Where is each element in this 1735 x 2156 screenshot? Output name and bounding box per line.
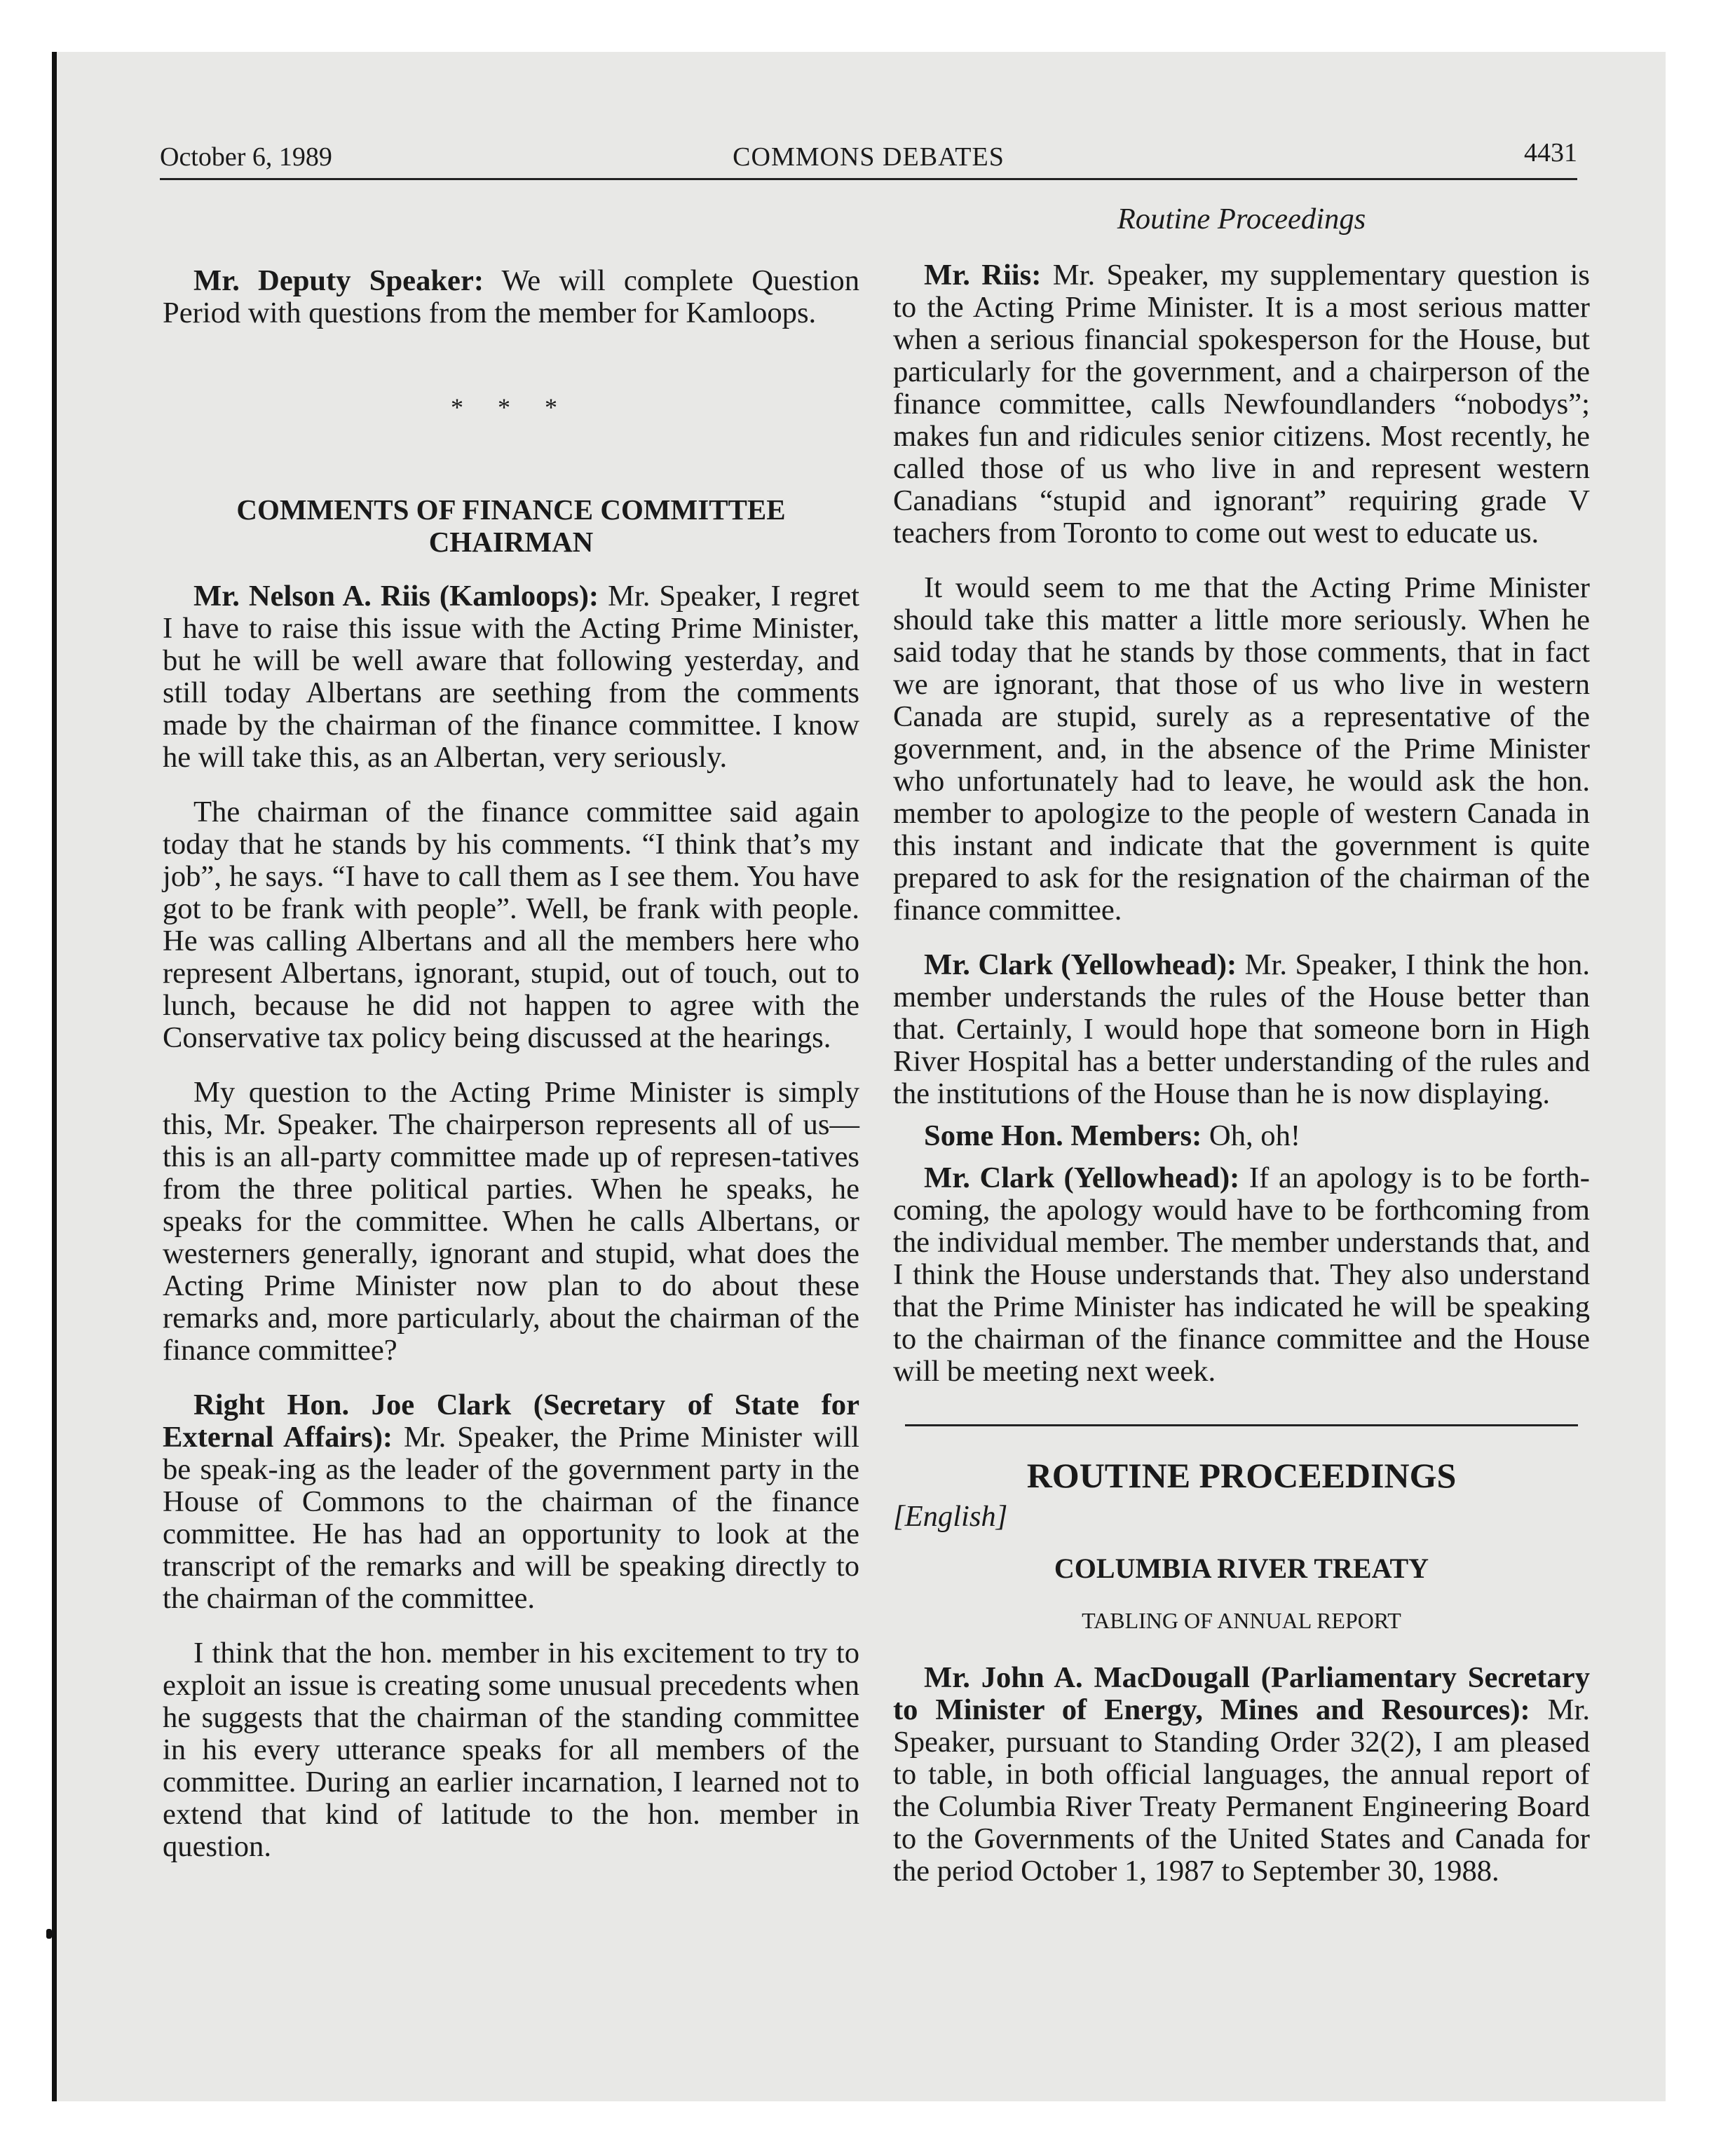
paragraph [893,1662,1590,1888]
paragraph: It would seem to me that the Acting Prime Minister should take this matter a little more seriously. When he said today that he stands by those comments, that in fact we are ignorant, that those of us who live in western Canada are stupid, surely as a representative of the government, and, in the absence of the Prime Minister who unfortunately had to leave, he would ask the hon. member to apologize to the people of western Canada in this instant and indicate that the government is quite prepared to ask for the resignation of the chairman of the finance committee. [893,571,1590,927]
section-heading: ROUTINE PROCEEDINGS [1026,1456,1457,1495]
speaker-name: Some Hon. Members: [924,1119,1202,1152]
section-heading: COMMENTS OF FINANCE COMMITTEE CHAIRMAN [236,493,786,558]
speech-text: Mr. Speaker, pursuant to Standing Order 32(2), I am pleased to table, in both official languages, the annual report of the Columbia River Treaty Permanent Engineering Board to the Governments of the United States and Canada for the period October 1, 1987 to September 30, 1988. [893,1693,1590,1888]
speech-text: Mr. Speaker, my supplementary question is to the Acting Prime Minister. It is a most serious matter when a serious financial spokesperson for the House, but particularly for the government, and a chairperson of the finance committee, calls Newfoundlanders “nobodys”; makes fun and ridicules senior citizens. Most recently, he called those of us who live in and represent western Canadians “stupid and ignorant” requiring grade V teachers from Toronto to come out west to educate us. [893,259,1590,550]
section-separator: * * * [451,393,571,421]
speaker-name: Mr. Clark (Yellowhead): [924,1161,1240,1194]
header-date: October 6, 1989 [160,142,332,172]
section-rule [905,1424,1578,1426]
paragraph [893,949,1590,1110]
page-binding-edge [52,52,57,2101]
right-column [893,203,1590,1910]
speaker-name: Mr. Clark (Yellowhead): [924,948,1237,981]
speech-text: Mr. Speaker, the Prime Minister will be speak-ing as the leader of the government party in the House of Commons to the chairman of the finance committee. He has had an opportunity to look at the transcript of the remarks and will be speaking directly to the chairman of the committee. [163,1421,859,1615]
paragraph: I think that the hon. member in his excitement to try to exploit an issue is creating some unusual precedents when he suggests that the chairman of the standing committee in his every utterance speaks for all members of the committee. During an earlier incarnation, I learned not to extend that kind of latitude to the hon. member in question. [163,1637,859,1863]
speaker-name: Mr. John A. MacDougall (Parliamentary Secretary to Minister of Energy, Mines and Resources): [893,1661,1590,1726]
page-number: 4431 [1524,138,1577,168]
header-rule [160,178,1577,180]
sub-sub-heading: TABLING OF ANNUAL REPORT [1082,1608,1401,1633]
sub-heading: COLUMBIA RIVER TREATY [1054,1553,1429,1584]
paragraph [163,265,859,329]
paragraph [893,1120,1590,1152]
speaker-name: Mr. Deputy Speaker: [193,264,484,297]
paragraph [893,1162,1590,1388]
speaker-name: Mr. Nelson A. Riis (Kamloops): [193,580,599,613]
paragraph: My question to the Acting Prime Minister is simply this, Mr. Speaker. The chairperson represents all of us—this is an all-party committee made up of represen-tatives from the three political parties. When he speaks, he speaks for the committee. When he calls Albertans, or westerners generally, ignorant and stupid, what does the Acting Prime Minister now plan to do about these remarks and, more particularly, about the chairman of the finance committee? [163,1076,859,1367]
scan-artifact [46,1929,52,1939]
paragraph [163,580,859,774]
paragraph: The chairman of the finance committee said again today that he stands by his comments. “I think that’s my job”, he says. “I have to call them as I see them. You have got to be frank with people”. Well, be frank with people. He was calling Albertans and all the members here who represent Albertans, ignorant, stupid, out of touch, out to lunch, because he did not happen to agree with the Conservative tax policy being discussed at the hearings. [163,796,859,1054]
speech-text: Mr. Speaker, I think the hon. member understands the rules of the House better than that. Certainly, I would hope that someone born in High River Hospital has a better understanding of the rules and the institutions of the House than he is now displaying. [893,948,1590,1110]
speaker-name: Right Hon. Joe Clark (Secretary of State for External Affairs): [163,1389,859,1454]
speech-text: Mr. Speaker, I regret I have to raise this issue with the Acting Prime Minister, but he will be well aware that following yesterday, and still today Albertans are seething from the comments made by the chairman of the finance committee. I know he will take this, as an Albertan, very seriously. [163,580,859,774]
paragraph [893,259,1590,550]
speech-text: We will complete Question Period with questions from the member for Kamloops. [163,264,859,329]
header-title: COMMONS DEBATES [733,142,1005,172]
speech-text: Oh, oh! [1202,1119,1301,1152]
speaker-name: Mr. Riis: [924,259,1042,292]
left-column [163,265,859,1885]
paragraph [163,1389,859,1615]
page-header [160,137,1577,177]
speech-text: If an apology is to be forth-coming, the apology would have to be forthcoming from the individual member. The member understands that, and I think the House understands that. They also understand that the Prime Minister has indicated he will be speaking to the chairman of the finance committee and the House will be meeting next week. [893,1161,1590,1388]
language-note: [English] [893,1500,1008,1533]
running-head: Routine Proceedings [1117,203,1366,236]
